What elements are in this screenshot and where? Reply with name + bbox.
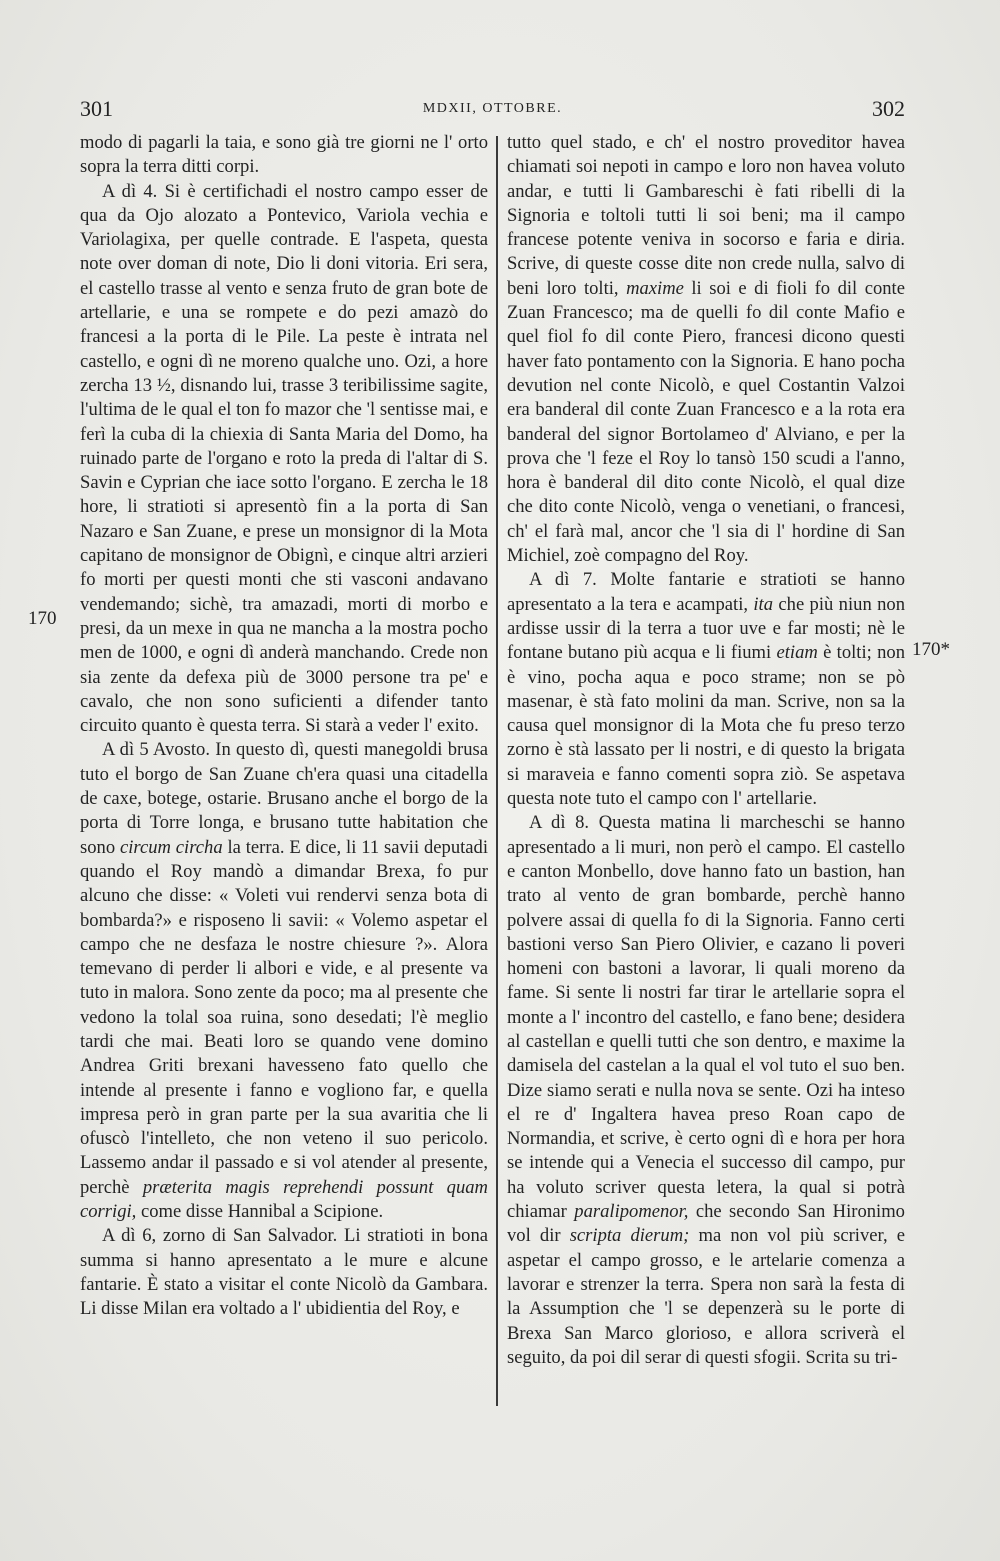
text-run: A dì 7. Molte fantarie e stratioti se hanno apresentato a la tera e acampati, xyxy=(507,569,905,615)
text-run: A dì 8. Questa matina li marcheschi se hanno apresentado a li muri, non però el campo. El castello e canton Monbello, dove hanno fato un bastion, han trato al vento de gran bombarde, perchè hanno polvere assai di quella fo di la Signoria. Fanno certi bastioni verso San Piero Olivier, e cazano li poveri homeni con bastoni a lavorar, li quali moreno da fame. Si sente li nostri far tirar le artellarie sopra el monte a l' incontro del castello, e fano bene; desidera al castellan e quelli tutti che son dentro, e maxime la damisela del castelan a la qual el vol tuto el suo ben. Dize siamo serati e nulla nova se sente. Ozi ha inteso el re d' Ingaltera havea preso Roan capo de Normandia, et scrive, è certo ogni dì e hora per hora se intende qui a Venecia el successo dil campo, pur ha voluto scriver questa letera, la qual si potrà chiamar xyxy=(507,812,905,1223)
text-run: come disse Hannibal a Scipione. xyxy=(136,1201,384,1223)
page-number-right: 302 xyxy=(872,96,905,121)
italic-run: scripta dierum; xyxy=(569,1225,690,1247)
italic-run: præterita magis reprehendi possunt quam corrigi, xyxy=(80,1176,488,1223)
right-column xyxy=(507,131,905,1370)
paragraph xyxy=(80,738,488,1224)
running-header xyxy=(80,96,905,126)
paragraph: modo di pagarli la taia, e sono già tre giorni ne l' orto sopra la terra ditti corpi. xyxy=(80,132,488,178)
text-run: è tolti; non è vino, pocha aqua e poco strame; non se pò masenar, è stà fato molini da man. Scrive, non sa la causa quel monsignor di la Mota che fu preso terzo zorno è stà lassato per li nostri, e di questo la brigata si maraveia e fanno comenti sopra ziò. Se aspetava questa note tuto el campo con l' artellarie. xyxy=(507,642,905,810)
text-run: li soi e di fioli fo dil conte Zuan Francesco; ma de quelli fo dil conte Mafio e quel fiol fo dil conte Piero, francesi dicono questi haver fato pontamento con la Signoria. E hano pocha devution nel conte Nicolò, e quel Costantin Valzoi era banderal dil conte Zuan Francesco e a la rota era banderal del signor Bortolameo d' Alviano, e per la prova che 'l feze el Roy lo tansò 150 scudi a l'anno, hora è banderal dil dito conte Nicolò, el qual dize che dito conte Nicolò, venga o venetiani, o francesi, ch' el farà mal, ancor che 'l sia di l' hordine di San Michiel, zoè compagno del Roy. xyxy=(507,277,905,567)
italic-run: ita xyxy=(753,593,774,615)
paragraph xyxy=(507,131,905,568)
left-column xyxy=(80,131,488,1322)
paragraph: A dì 6, zorno di San Salvador. Li stratioti in bona summa si hanno apresentato a le mure e alcune fantarie. È stato a visitar el conte Nicolò da Gambara. Li disse Milan era voltado a l' ubidientia del Roy, e xyxy=(80,1225,488,1320)
italic-run: paralipomenor, xyxy=(574,1201,689,1223)
text-run: ma non vol più scriver, e aspetar el campo grosso, e le artelarie comenza a lavorar e strenzer la terra. Spera non sarà la festa di la Assumption che 'l se depenzerà su le porte di Brexa San Marco glorioso, e allora scriverà el seguito, da poi dil serar di questi sfogii. Scrita su tri- xyxy=(507,1225,906,1368)
text-run: tutto quel stado, e ch' el nostro proveditor havea chiamati soi nepoti in campo e loro non havea voluto andar, e tutti li Gambareschi è fati ribelli di la Signoria e toltoli tutti li soi beni; ma il campo francese potente veniva in socorso e faria e diria. Scrive, di queste cosse dite non crede nulla, salvo di beni loro tolti, xyxy=(507,132,905,299)
text-run: che più niun non ardisse ussir di la terra a tuor uve e far mosti; nè le fontane butano più acqua e li fiumi xyxy=(507,593,905,664)
text-run: che secondo San Hironimo vol dir xyxy=(507,1201,905,1247)
italic-run: maxime xyxy=(626,277,684,299)
paragraph xyxy=(507,811,905,1370)
page-number-left: 301 xyxy=(80,96,113,121)
margin-number-right: 170* xyxy=(912,639,950,660)
margin-number-left: 170 xyxy=(28,608,57,629)
italic-run: etiam xyxy=(776,642,818,664)
column-divider xyxy=(496,136,498,1406)
text-run: A dì 5 Avosto. In questo dì, questi manegoldi brusa tuto el borgo de San Zuane ch'era quasi una citadella de caxe, botege, ostarie. Brusano anche el borgo de la porta di Torre longa, e brusano tutte habitation che sono xyxy=(80,739,488,858)
paragraph: A dì 4. Si è certifichadi el nostro campo esser de qua da Ojo alozato a Pontevico, Variola vechia e Variolagixa, per quelle contrade. E l'aspeta, questa note over doman di note, Dio li doni vitoria. Eri sera, el castello trasse al vento e senza fruto de gran bote de artellarie, e una se rompete e do pezi amazò do francesi a la porta di le Pile. La peste è intrata nel castello, e ogni dì ne moreno qualche uno. Ozi, a hore zercha 13 ½, disnando lui, trasse 3 teribilissime sagite, l'ultima de le qual el ton fo mazor che 'l sentisse mai, e ferì la cuba di la chiexia di Santa Maria del Domo, ha ruinado parte de l'organo e roto la preda di l'altar di S. Savin e Cyprian che iace sotto l'organo. E zercha le 18 hore, li stratioti si apresentò fin a la porta di San Nazaro e San Zuane, e prese un monsignor di la Mota capitano de monsignor de Obignì, e cinque altri arzieri fo morti per questi monti che sti vasconi andavano vendemando; sichè, tra amazadi, morti di morbo e presi, da un mexe in qua ne mancha a la mostra pocho men de 1000, e ogni dì anderà manchando. Crede non sia zente da defexa più de 3000 persone tra pe' e cavalo, che non sono suficienti a difender tanto circuito quanto è questa terra. Si starà a veder l' exito. xyxy=(80,180,488,737)
running-title: MDXII, OTTOBRE. xyxy=(422,101,563,116)
text-run: la terra. E dice, li 11 savii deputadi quando el Roy mandò a dimandar Brexa, fo pur alcuno che disse: « Voleti vui rendervi senza bota di bombarda?» e risposeno li savii: « Volemo aspetar el campo che ne desfaza le nostre chiesure ?». Alora temevano di perder li albori e vide, e al presente va tuto in malora. Sono zente da poco; ma al presente che vedono la tolal soa ruina, sono desedati; l'è meglio tardi che mai. Beati loro se quando vene domino Andrea Griti brexani havesseno fato quello che intende al presente i fanno e vogliono far, e quella impresa però in gran parte per la sua avaritia che li ofuscò l'intelleto, che non veteno il suo pericolo. Lassemo andar il passado e si vol atender al presente, perchè xyxy=(80,836,488,1198)
paragraph xyxy=(507,568,905,811)
italic-run: circum circha xyxy=(120,836,223,858)
